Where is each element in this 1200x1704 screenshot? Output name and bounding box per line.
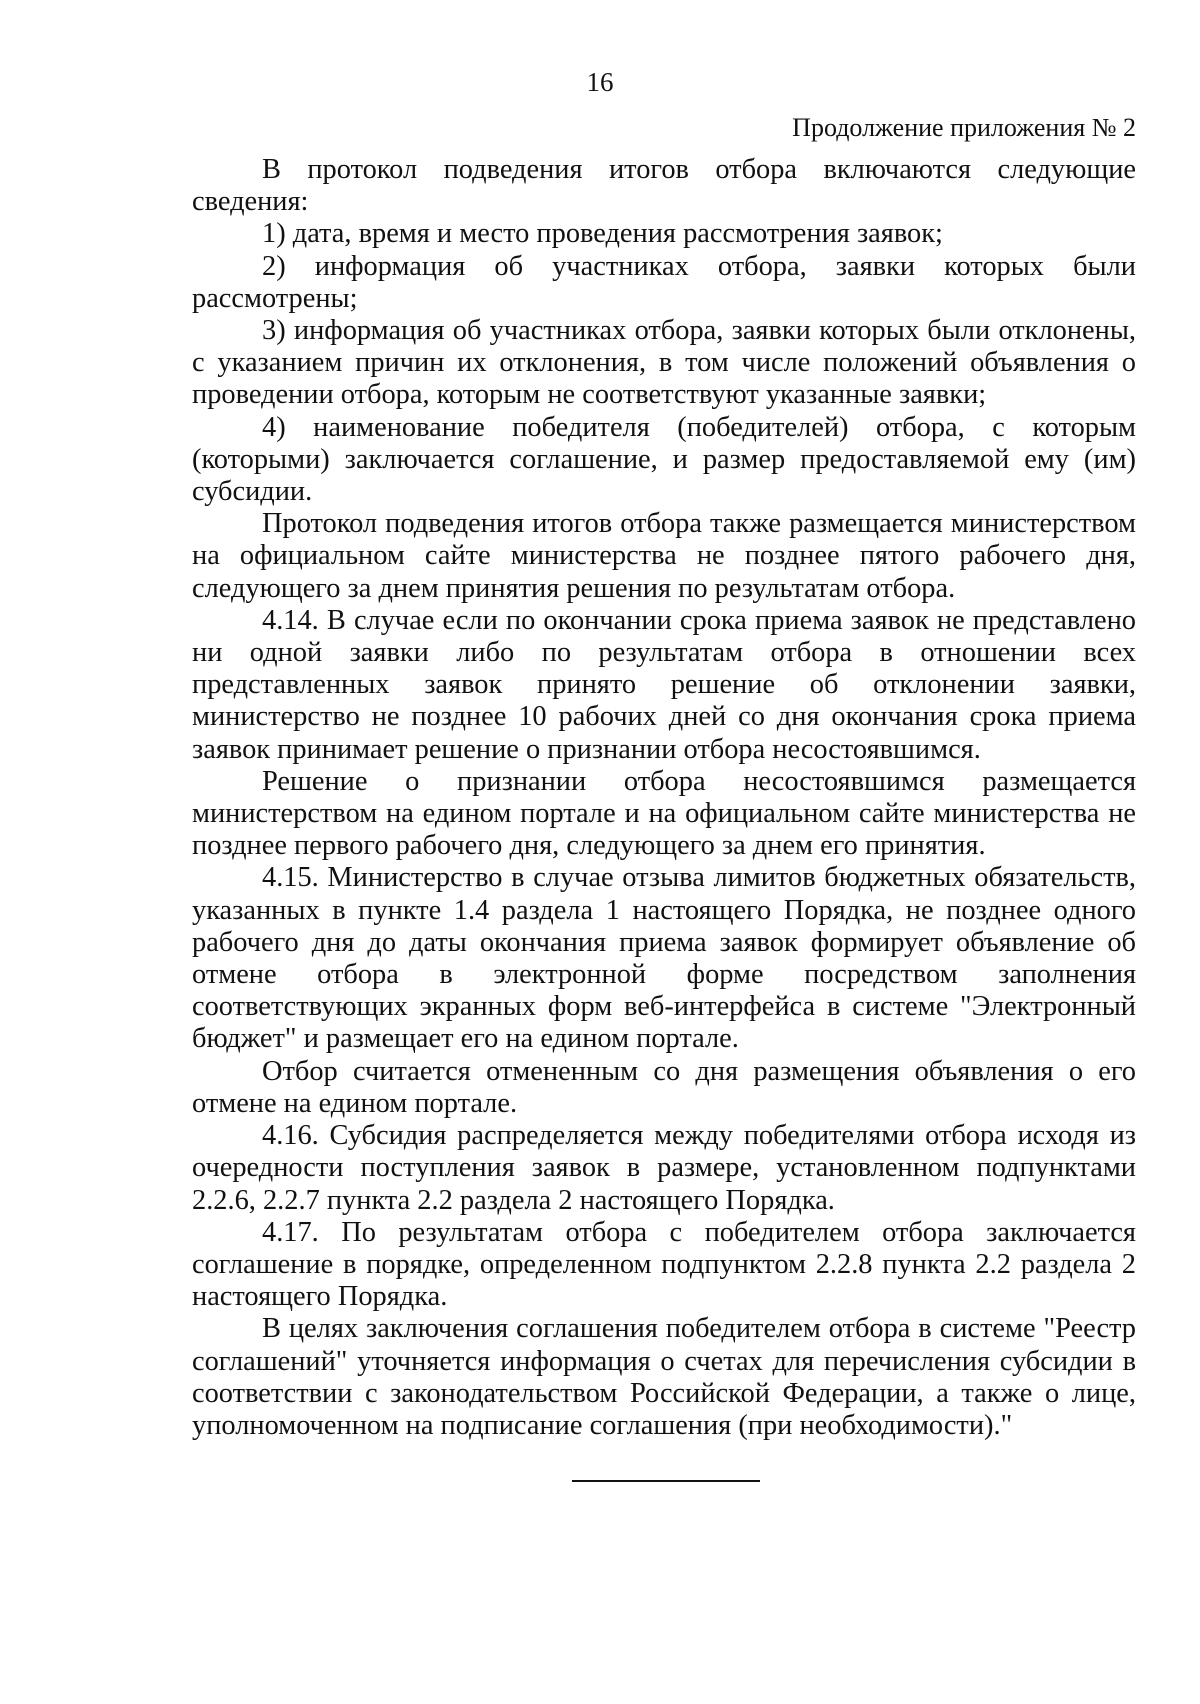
paragraph-protocol-contents: В протокол подведения итогов отбора включаются следующие сведения: bbox=[192, 154, 1136, 218]
clause-4-15: 4.15. Министерство в случае отзыва лимитов бюджетных обязательств, указанных в пункте 1.4 раздела 1 настоящего Порядка, не позднее одного рабочего дня до даты окончания приема заявок формирует объявление об отмене отбора в электронной форме посредством заполнения соответствующих экранных форм веб-интерфейса в системе "Электронный бюджет" и размещает его на едином портале. bbox=[192, 862, 1136, 1055]
paragraph-agreement-registry: В целях заключения соглашения победителем отбора в системе "Реестр соглашений" уточняется информация о счетах для перечисления субсидии в соответствии с законодательством Российской Федерации, а также о лице, уполномоченном на подписание соглашения (при необходимости)." bbox=[192, 1313, 1136, 1441]
end-divider-line bbox=[572, 1480, 760, 1482]
list-item-2: 2) информация об участниках отбора, заявки которых были рассмотрены; bbox=[192, 250, 1136, 314]
paragraph-failed-selection-decision: Решение о признании отбора несостоявшимся размещается министерством на едином портале и на официальном сайте министерства не позднее первого рабочего дня, следующего за днем его принятия. bbox=[192, 765, 1136, 862]
clause-4-14: 4.14. В случае если по окончании срока приема заявок не представлено ни одной заявки либо по результатам отбора в отношении всех представленных заявок принято решение об отклонении заявки, министерство не позднее 10 рабочих дней со дня окончания срока приема заявок принимает решение о признании отбора несостоявшимся. bbox=[192, 604, 1136, 765]
page-number: 16 bbox=[586, 67, 614, 97]
clause-4-17: 4.17. По результатам отбора с победителем отбора заключается соглашение в порядке, определенном подпунктом 2.2.8 пункта 2.2 раздела 2 настоящего Порядка. bbox=[192, 1216, 1136, 1313]
list-item-1: 1) дата, время и место проведения рассмотрения заявок; bbox=[262, 218, 943, 250]
clause-4-16: 4.16. Субсидия распределяется между победителями отбора исходя из очередности поступления заявок в размере, установленном подпунктами 2.2.6, 2.2.7 пункта 2.2 раздела 2 настоящего Порядка. bbox=[192, 1120, 1136, 1216]
list-item-4: 4) наименование победителя (победителей) отбора, с которым (которыми) заключается соглашение, и размер предоставляемой ему (им) субсидии. bbox=[192, 411, 1136, 508]
paragraph-protocol-publication: Протокол подведения итогов отбора также размещается министерством на официальном сайте министерства не позднее пятого рабочего дня, следующего за днем принятия решения по результатам отбора. bbox=[192, 508, 1136, 604]
appendix-continuation-label: Продолжение приложения № 2 bbox=[792, 113, 1136, 142]
list-item-3: 3) информация об участниках отбора, заявки которых были отклонены, с указанием причин их отклонения, в том числе положений объявления о проведении отбора, которым не соответствуют указанные заявки; bbox=[192, 315, 1136, 411]
document-body bbox=[192, 154, 1136, 1442]
paragraph-selection-cancelled: Отбор считается отмененным со дня размещения объявления о его отмене на едином портале. bbox=[192, 1055, 1136, 1119]
